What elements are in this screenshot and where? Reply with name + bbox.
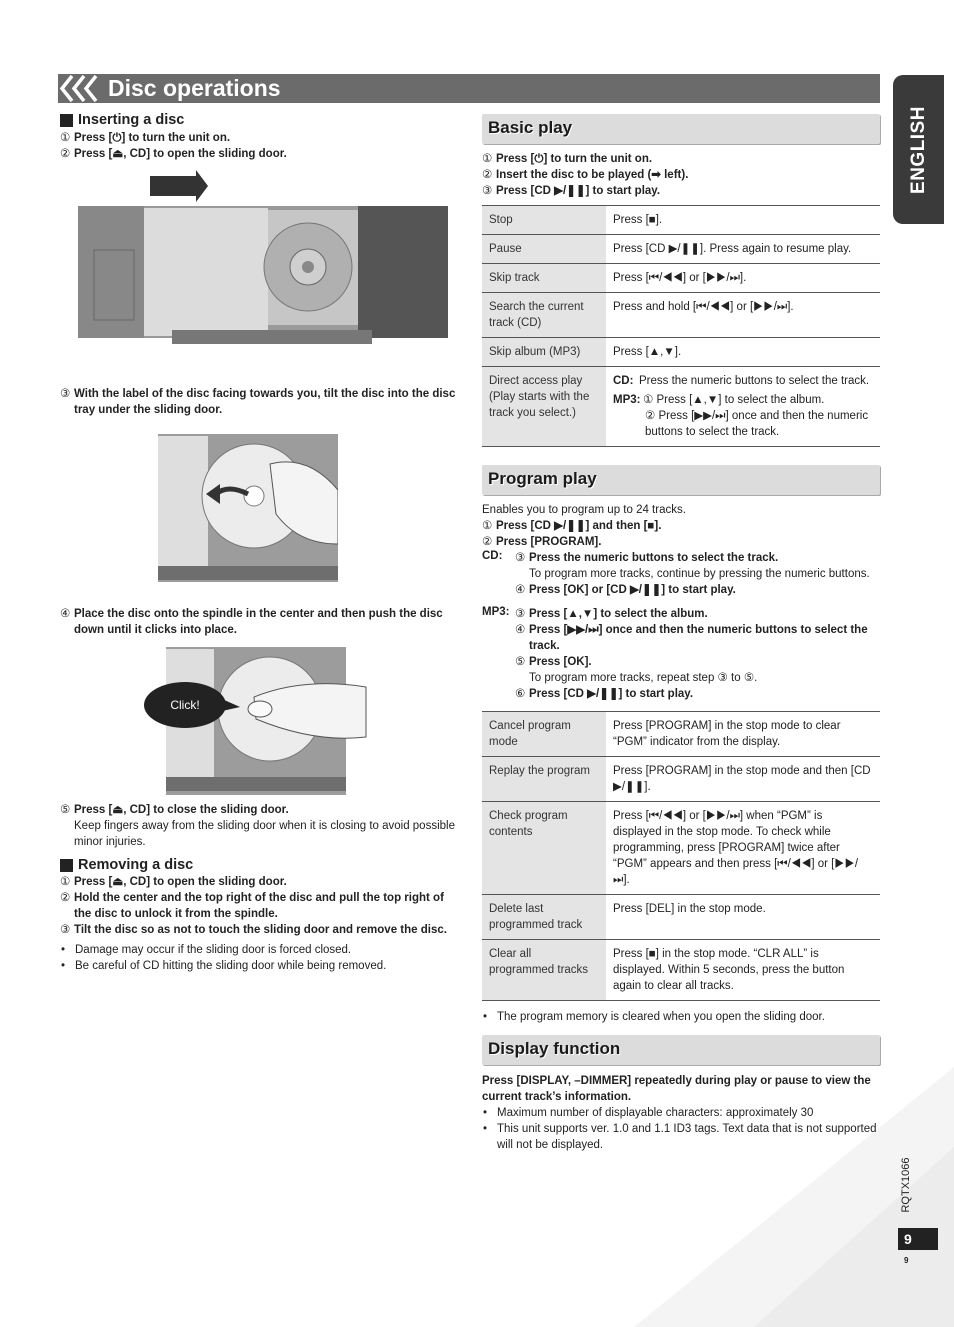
program-bullet: • The program memory is cleared when you open the sliding door.	[482, 1009, 880, 1025]
title-bar	[58, 74, 880, 103]
insert-step-3-block	[60, 386, 460, 418]
inserting-heading: Inserting a disc	[60, 112, 460, 128]
click-disc-illustration	[144, 647, 368, 795]
display-function-section	[482, 1035, 880, 1153]
insert-step-1: ① Press [⏻] to turn the unit on.	[60, 132, 231, 144]
program-mp3-step-5: ⑤ Press [OK].	[515, 656, 592, 668]
program-mp3-block: MP3: ③ Press [▲,▼] to select the album. ④ Press [▶▶/⏭] once and then the numeric buttons to select the track. ⑤ Press [OK]. To program more tracks, repeat step ③ to ⑤. ⑥ Press [CD ▶/❚❚] to start play.	[482, 606, 880, 702]
remove-bullet-1: • Damage may occur if the sliding door is forced closed.	[60, 942, 460, 958]
table-row: Search the current track (CD) Press and hold [⏮/◀◀] or [▶▶/⏭].	[482, 293, 880, 338]
right-column	[482, 114, 880, 1025]
table-row: Delete last programmed track Press [DEL] in the stop mode.	[482, 895, 880, 940]
page-title: Disc operations	[108, 75, 281, 101]
page-number-small: 9	[904, 1256, 909, 1265]
program-mp3-step-3: ③ Press [▲,▼] to select the album.	[515, 608, 708, 620]
basic-play-table	[482, 205, 880, 447]
basic-play-header: Basic play	[482, 114, 880, 144]
click-label: Click!	[170, 698, 200, 712]
table-row: Stop Press [■].	[482, 206, 880, 235]
program-cd-block: CD: ③ Press the numeric buttons to select the track. To program more tracks, continue by pressing the numeric buttons. ④ Press [OK] or [CD ▶/❚❚] to start play.	[482, 550, 880, 598]
basic-step-1: ① Press [⏻] to turn the unit on.	[482, 153, 653, 165]
display-bullet-1: • Maximum number of displayable characters: approximately 30	[482, 1105, 880, 1121]
insert-step-3: ③ With the label of the disc facing towards you, tilt the disc into the disc tray under the sliding door.	[60, 388, 456, 416]
program-intro: Enables you to program up to 24 tracks.	[482, 504, 686, 516]
insert-step-5-note: Keep fingers away from the sliding door when it is closing to avoid possible minor injuries.	[74, 820, 455, 848]
table-row: Skip album (MP3) Press [▲,▼].	[482, 338, 880, 367]
removing-heading: Removing a disc	[60, 857, 460, 873]
program-cd-step-4: ④ Press [OK] or [CD ▶/❚❚] to start play.	[515, 584, 736, 596]
display-bullet-2: • This unit supports ver. 1.0 and 1.1 ID3 tags. Text data that is not supported will not be displayed.	[482, 1121, 880, 1153]
table-row: Replay the program Press [PROGRAM] in the stop mode and then [CD ▶/❚❚].	[482, 757, 880, 802]
remove-bullet-2: • Be careful of CD hitting the sliding door while being removed.	[60, 958, 460, 974]
arrow-left-icon	[150, 170, 208, 202]
program-cd-step-3: ③ Press the numeric buttons to select the track.	[515, 552, 779, 564]
insert-step-5: ⑤ Press [⏏, CD] to close the sliding door.	[60, 804, 289, 816]
basic-step-3: ③ Press [CD ▶/❚❚] to start play.	[482, 185, 661, 197]
display-function-header: Display function	[482, 1035, 880, 1065]
doc-code: RQTX1066	[900, 1157, 912, 1213]
remove-step-1: ① Press [⏏, CD] to open the sliding door.	[60, 876, 287, 888]
square-bullet-icon	[60, 859, 73, 872]
left-column	[60, 112, 460, 162]
program-step-2: ② Press [PROGRAM].	[482, 536, 602, 548]
left-lower-block	[60, 802, 460, 974]
program-play-header: Program play	[482, 465, 880, 495]
page-number: 9	[898, 1228, 938, 1250]
table-row: Check program contents Press [⏮/◀◀] or [▶▶/⏭] when “PGM” is displayed in the stop mode. To check while programming, press [PROGRAM] twice after “PGM” appears and then press [⏮/◀◀] or [▶▶/⏭].	[482, 802, 880, 895]
language-label: ENGLISH	[907, 105, 929, 194]
unit-open-illustration	[76, 170, 456, 346]
tilt-disc-illustration	[158, 434, 338, 582]
table-row: Pause Press [CD ▶/❚❚]. Press again to resume play.	[482, 235, 880, 264]
table-row: Cancel program mode Press [PROGRAM] in the stop mode to clear “PGM” indicator from the display.	[482, 712, 880, 757]
chevron-left-icon	[58, 74, 106, 103]
insert-step-4-block	[60, 606, 460, 638]
insert-step-4: ④ Place the disc onto the spindle in the center and then push the disc down until it clicks into place.	[60, 608, 443, 636]
program-step-1: ① Press [CD ▶/❚❚] and then [■].	[482, 520, 662, 532]
program-mp3-step-4: ④ Press [▶▶/⏭] once and then the numeric buttons to select the track.	[515, 624, 868, 652]
table-row: Direct access play (Play starts with the track you select.) CD: Press the numeric buttons to select the track. MP3: ① Press [▲,▼] to select the album. ② Press [▶▶/⏭] once and then the numeric buttons to select the track.	[482, 367, 880, 447]
square-bullet-icon	[60, 114, 73, 127]
program-play-table	[482, 711, 880, 1001]
program-mp3-step-6: ⑥ Press [CD ▶/❚❚] to start play.	[515, 688, 694, 700]
remove-step-2: ② Hold the center and the top right of the disc and pull the top right of the disc to unlock it from the spindle.	[60, 892, 444, 920]
basic-step-2: ② Insert the disc to be played (➡ left).	[482, 169, 689, 181]
table-row: Skip track Press [⏮/◀◀] or [▶▶/⏭].	[482, 264, 880, 293]
table-row: Clear all programmed tracks Press [■] in the stop mode. “CLR ALL” is displayed. Within 5 seconds, press the button again to clear all tracks.	[482, 940, 880, 1001]
insert-step-2: ② Press [⏏, CD] to open the sliding door.	[60, 148, 287, 160]
display-lead: Press [DISPLAY, –DIMMER] repeatedly during play or pause to view the current track’s information.	[482, 1075, 871, 1103]
remove-step-3: ③ Tilt the disc so as not to touch the sliding door and remove the disc.	[60, 924, 447, 936]
basic-play-steps	[482, 151, 880, 199]
language-tab	[893, 75, 944, 224]
